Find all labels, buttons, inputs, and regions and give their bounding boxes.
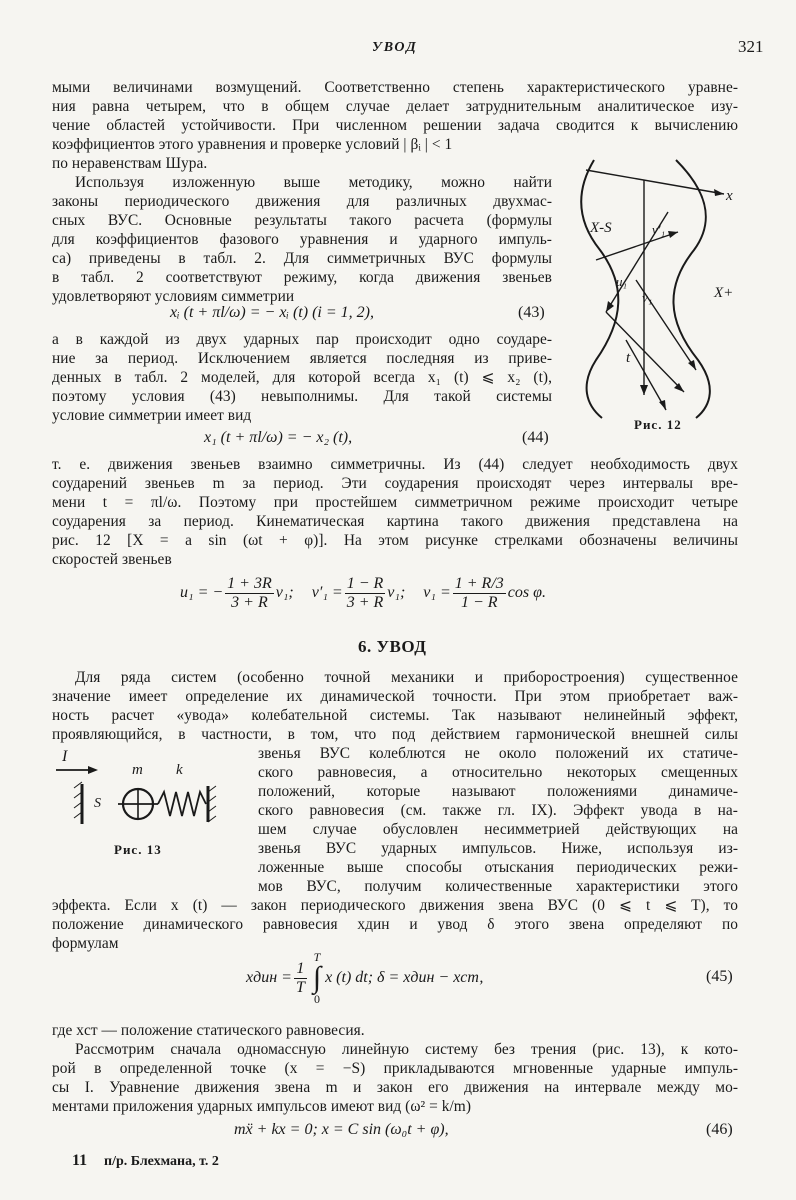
- fraction-denominator: 1 − R: [460, 593, 498, 611]
- fraction-denominator: T: [295, 978, 305, 996]
- equation-43-number: (43): [518, 304, 545, 321]
- text-line: ментами приложения ударных импульсов имеют вид (ω² = k/m): [52, 1098, 471, 1115]
- spring: [158, 792, 206, 816]
- text-line: звенья ВУС колеблются не около положений их статиче-: [258, 745, 738, 762]
- v1p-tail: v₁;: [387, 584, 406, 601]
- text-line: для коэффициентов фазового уравнения и ударного импуль-: [52, 231, 552, 248]
- u1-lhs: u₁ = −: [180, 584, 224, 601]
- equation-46-number: (46): [706, 1121, 733, 1138]
- text-line: ского равновесия (см. также гл. IX). Эффект увода в на-: [258, 802, 738, 819]
- velocity-arrow: [626, 340, 666, 410]
- equation-44: x₁ (t + πl/ω) = − x₂ (t),: [204, 429, 353, 446]
- arrowhead: [714, 189, 724, 196]
- label-x-minus-s: X-S: [590, 220, 612, 236]
- label-x: x: [726, 188, 733, 204]
- fraction: [345, 575, 386, 612]
- text-line: проявляющийся, в частности, в том, что под действием гармонической внешней силы: [52, 726, 738, 743]
- text-line: коэффициентов этого уравнения и проверке условий | βᵢ | < 1: [52, 136, 453, 153]
- text-line: ние за период. Исключением является последняя из приве-: [52, 350, 552, 367]
- figure-12-caption: Рис. 12: [634, 417, 682, 432]
- v1p-lhs: v′₁ =: [311, 584, 343, 601]
- fraction-numerator: 1 + 3R: [227, 574, 272, 592]
- label-mass: m: [132, 762, 143, 778]
- eq45-lhs: xдин =: [246, 969, 292, 986]
- text-line: сных ВУС. Основные результаты такого расчета (формулы: [52, 212, 552, 229]
- text-line: соударения за период. Кинематическая картина такого движения представлена на: [52, 513, 738, 530]
- label-x-plus: X+: [714, 285, 734, 301]
- fraction-numerator: 1: [294, 960, 307, 979]
- x-axis-line: [586, 170, 724, 194]
- text-line: шем случае обусловлен несимметрией действующих на: [258, 821, 738, 838]
- label-v1: v₁: [642, 290, 653, 305]
- label-t: t: [626, 350, 631, 366]
- text-line: чение областей устойчивости. При численном решении задача сводится к вычислению: [52, 117, 738, 134]
- text-line: а в каждой из двух ударных пар происходит одно соударе-: [52, 331, 552, 348]
- fraction: [453, 575, 506, 612]
- label-u1: u₁: [616, 274, 628, 289]
- text-line: удовлетворяют условиям симметрии: [52, 288, 295, 305]
- curve-upper-bound: [673, 160, 709, 418]
- text-line: Для ряда систем (особенно точной механики и приборостроения) существенное: [75, 669, 738, 686]
- section-heading: 6. УВОД: [358, 637, 427, 656]
- text-line: где xст — положение статического равновесия.: [52, 1022, 365, 1039]
- label-impulse: I: [62, 748, 68, 765]
- integral-sign: ∫: [312, 961, 322, 994]
- text-line: поэтому условия (43) невыполнимы. Для такой системы: [52, 388, 552, 405]
- integral-upper-limit: T: [313, 950, 321, 964]
- equation-46: mẍ + kx = 0; x = C sin (ω₀t + φ),: [234, 1121, 449, 1138]
- v1-lhs: v₁ =: [423, 584, 451, 601]
- text-line: мов ВУС, получим количественные характеристики этого: [258, 878, 738, 895]
- fraction-numerator: 1 + R/3: [454, 574, 504, 592]
- text-line: мыми величинами возмущений. Соответственно степень характеристического уравне-: [52, 79, 738, 96]
- velocity-arrow: [606, 312, 684, 392]
- text-line: мени t = πl/ω. Поэтому при простейшем симметричном режиме происходит четыре: [52, 494, 738, 511]
- text-line: звенья ВУС ударных импульсов. Ниже, используя из-: [258, 840, 738, 857]
- text-line: Используя изложенную выше методику, можно найти: [75, 174, 552, 191]
- equation-45-number: (45): [706, 968, 733, 985]
- figure-13: [52, 748, 242, 832]
- text-line: законы периодического движения для различных двухмас-: [52, 193, 552, 210]
- text-line: условие симметрии имеет вид: [52, 407, 252, 424]
- fraction-denominator: 3 + R: [231, 593, 268, 611]
- label-v1-prime: v′₁: [652, 222, 666, 237]
- v1-tail: cos φ.: [507, 584, 546, 601]
- integral: [313, 951, 321, 1005]
- text-line: формулам: [52, 935, 119, 952]
- running-head: УВОД: [372, 40, 418, 55]
- label-spring: k: [176, 762, 183, 778]
- sheet-signature: 11: [72, 1152, 88, 1169]
- text-line: ность расчет «увода» колебательной системы. Так называют нелинейный эффект,: [52, 707, 738, 724]
- figure-13-drawing: [52, 752, 242, 832]
- text-line: сы I. Уравнение движения звена m и закон его движения на интервале между мо-: [52, 1079, 738, 1096]
- text-line: скоростей звеньев: [52, 551, 172, 568]
- text-line: рой в определенной точке (x = −S) прикладываются мгновенные ударные импуль-: [52, 1060, 738, 1077]
- text-line: положение динамического равновесия xдин и увод δ этого звена определяют по: [52, 916, 738, 933]
- arrowhead: [688, 360, 696, 370]
- u1-tail: v₁;: [275, 584, 294, 601]
- text-line: ского равновесия, а относительно некоторых смещенных: [258, 764, 738, 781]
- arrowhead: [674, 383, 684, 392]
- eq45-body: x (t) dt; δ = xдин − xст,: [325, 969, 484, 986]
- text-line: соударений звеньев m за период. Эти соударения происходят через интервалы вре-: [52, 475, 738, 492]
- integral-lower-limit: 0: [313, 992, 320, 1006]
- fraction-numerator: 1 − R: [346, 574, 384, 592]
- text-line: денных в табл. 2 моделей, для которой всегда x₁ (t) ⩽ x₂ (t),: [52, 369, 552, 386]
- text-line: рис. 12 [X = a sin (ωt + φ)]. На этом рисунке стрелками обозначены величины: [52, 532, 738, 549]
- text-line: по неравенствам Шура.: [52, 155, 208, 172]
- fraction: [225, 575, 274, 612]
- figure-12-drawing: [566, 150, 766, 420]
- text-line: эффекта. Если x (t) — закон периодического движения звена ВУС (0 ⩽ t ⩽ T), то: [52, 897, 738, 914]
- text-line: т. е. движения звеньев взаимно симметричны. Из (44) следует необходимость двух: [52, 456, 738, 473]
- arrowhead: [668, 231, 678, 238]
- page-number: 321: [738, 37, 764, 56]
- footer-text: п/р. Блехмана, т. 2: [104, 1154, 219, 1169]
- text-line: положений, которые называют положениями динамиче-: [258, 783, 738, 800]
- arrowhead: [659, 400, 666, 410]
- velocity-equations: [180, 568, 546, 618]
- fraction: [294, 960, 307, 997]
- text-line: Рассмотрим сначала одномассную линейную систему без трения (рис. 13), к кото-: [75, 1041, 738, 1058]
- equation-44-number: (44): [522, 429, 549, 446]
- fraction-denominator: 3 + R: [346, 593, 384, 611]
- text-line: са) приведены в табл. 2. Для симметричных ВУС формулы: [52, 250, 552, 267]
- text-line: ния равна четырем, что в общем случае делает затруднительным аналитическое изу-: [52, 98, 738, 115]
- text-line: в табл. 2 соответствуют режиму, когда движения звеньев: [52, 269, 552, 286]
- label-s: S: [94, 796, 101, 811]
- curve-lower-bound: [581, 160, 618, 418]
- equation-45: [246, 948, 483, 1008]
- arrowhead: [606, 301, 614, 312]
- impulse-arrowhead: [88, 766, 98, 774]
- text-line: ложенные выше способы отыскания периодических режи-: [258, 859, 738, 876]
- figure-13-caption: Рис. 13: [114, 842, 162, 857]
- figure-12: [566, 150, 766, 420]
- equation-43: xᵢ (t + πl/ω) = − xᵢ (t) (i = 1, 2),: [170, 304, 374, 321]
- arrowhead: [640, 385, 648, 395]
- text-line: значение имеет определение их динамической точности. При этом приобретает важ-: [52, 688, 738, 705]
